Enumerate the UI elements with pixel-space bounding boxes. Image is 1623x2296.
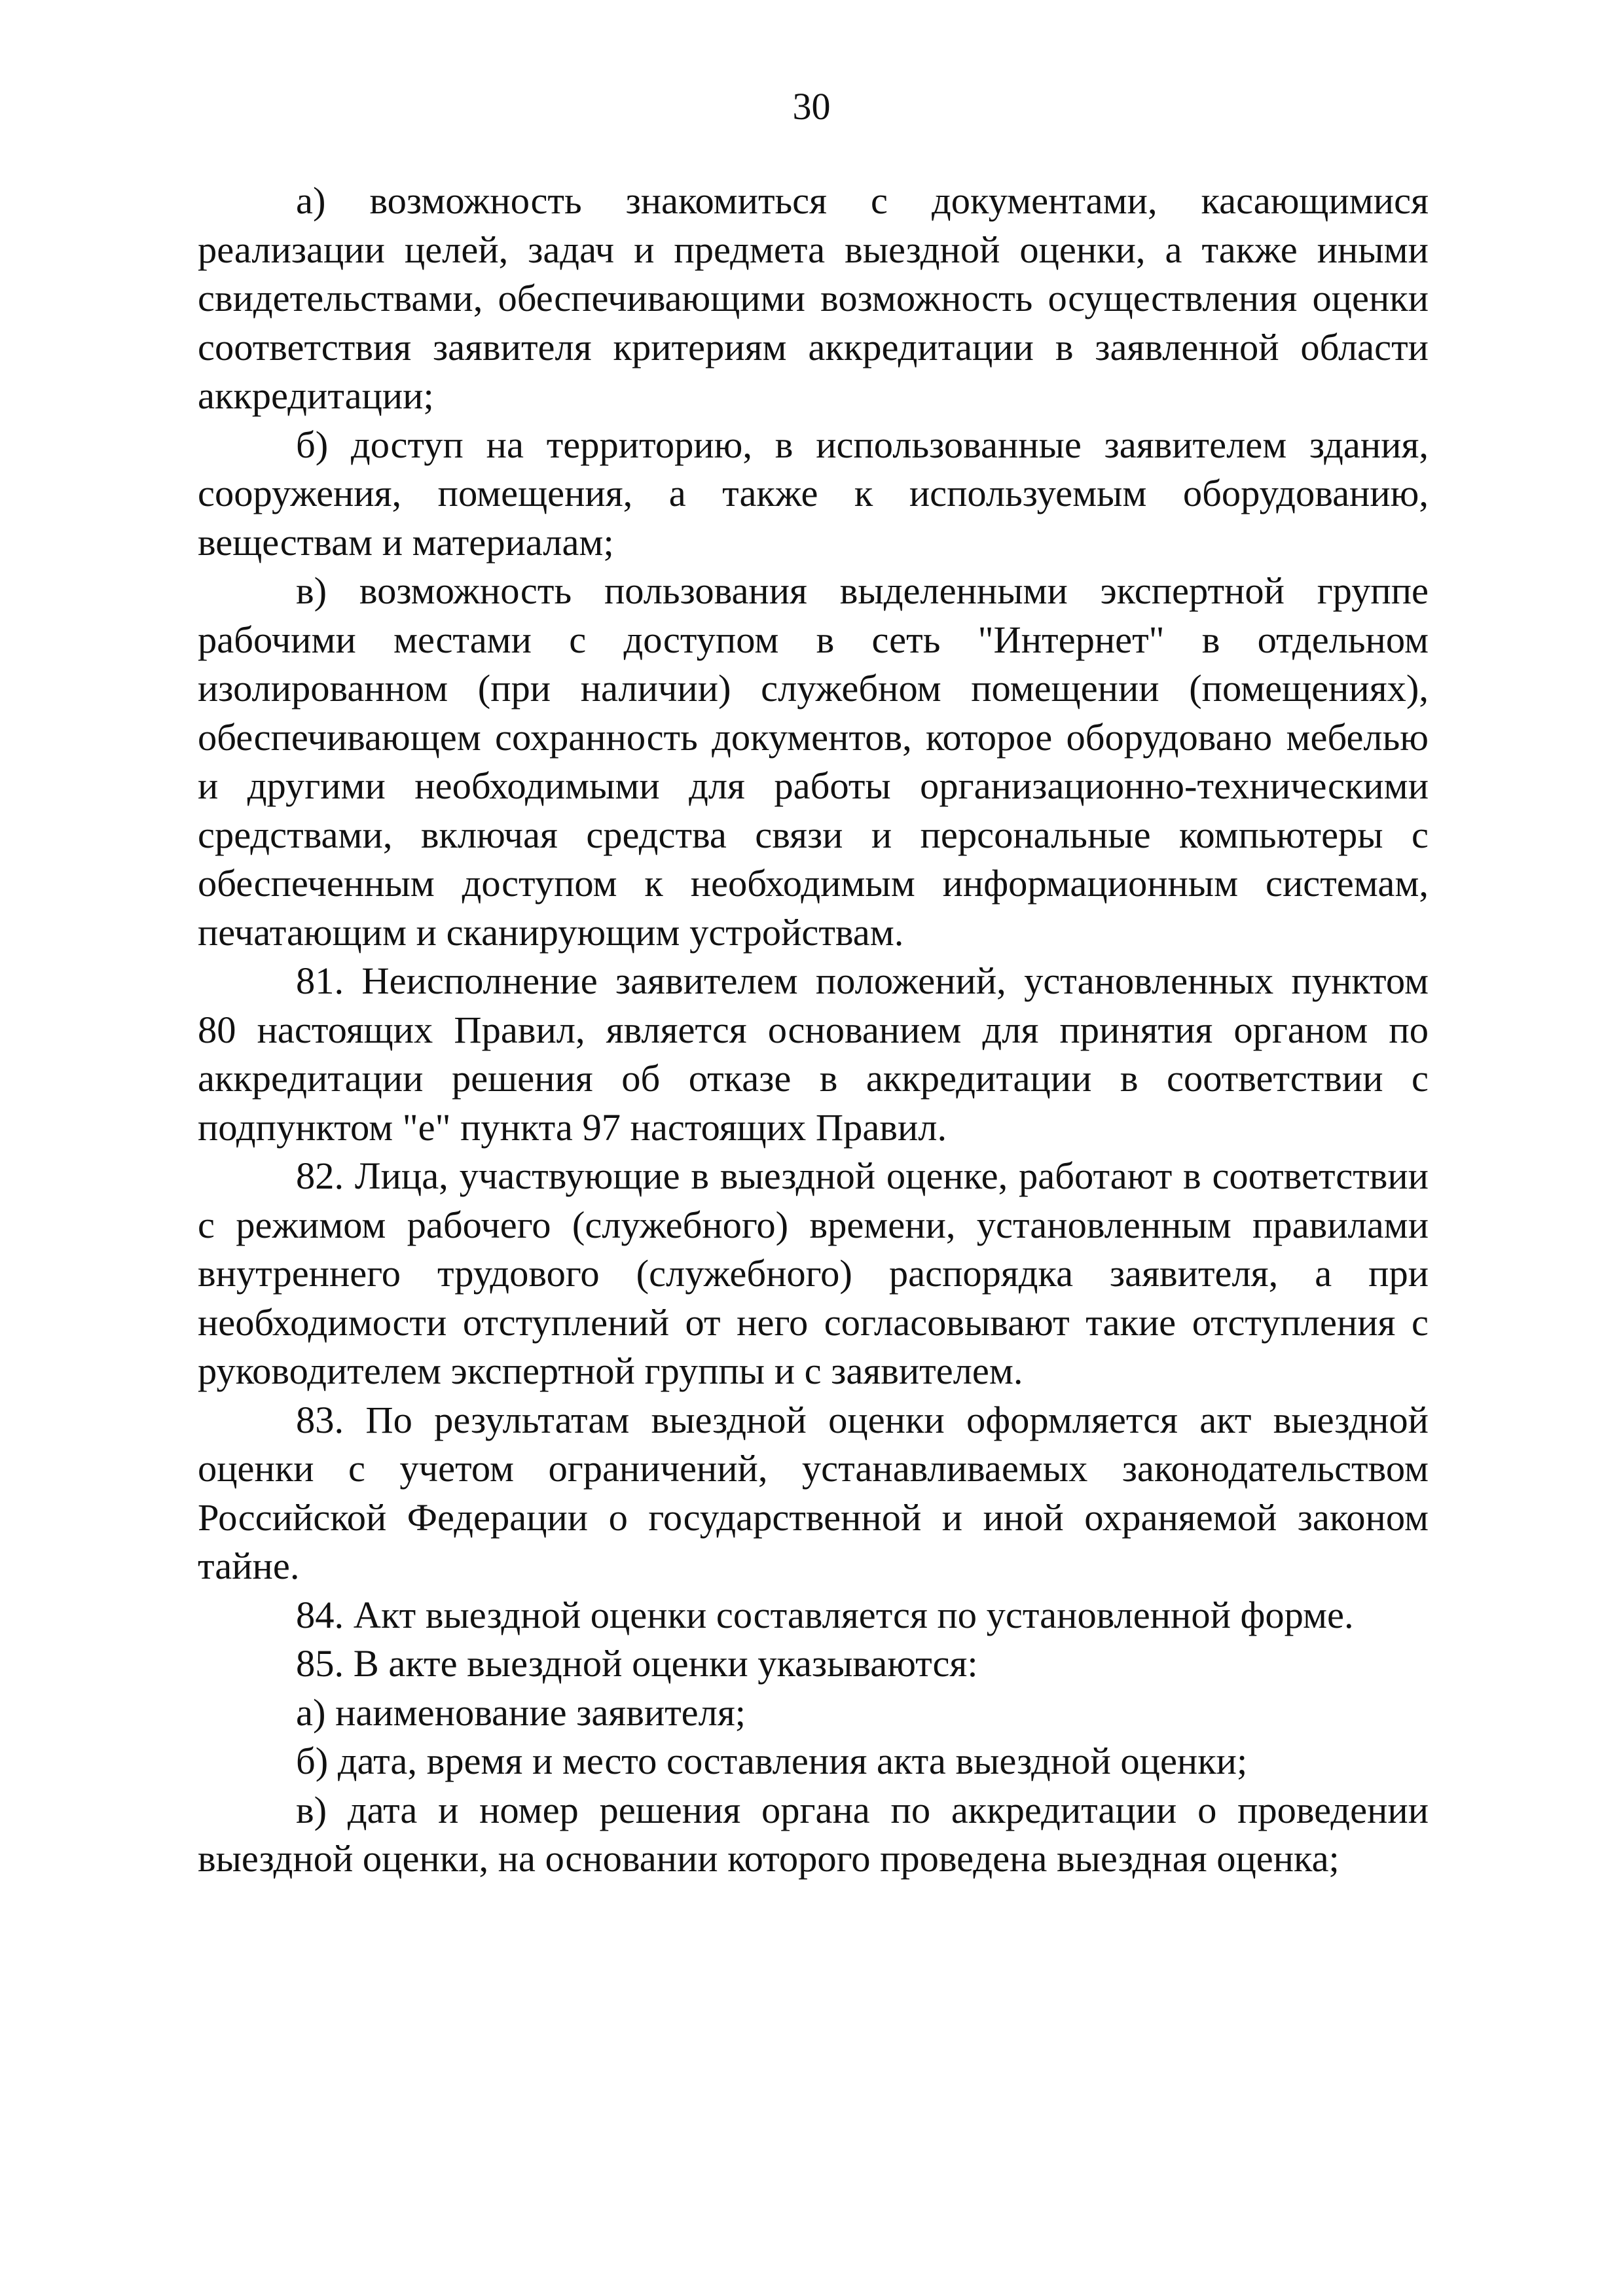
paragraph-a-access-documents: а) возможность знакомиться с документами, касающимися реализации целей, задач и предмета выездной оценки, а также иными свидетельствами, обеспечивающими возможность осуществления оценки соответствия заявителя критериям аккредитации в заявленной области аккредитации;: [198, 179, 1429, 417]
paragraph-84: 84. Акт выездной оценки составляется по установленной форме.: [296, 1593, 1354, 1636]
paragraph-85: 85. В акте выездной оценки указываются:: [296, 1642, 978, 1685]
paragraph-83: 83. По результатам выездной оценки оформляется акт выездной оценки с учетом ограничений, устанавливаемых законодательством Российской Федерации о государственной и иной охраняемой законом тайне.: [198, 1398, 1429, 1587]
paragraph-85-a: а) наименование заявителя;: [296, 1691, 746, 1734]
document-body: [198, 177, 1429, 1884]
page-number: 30: [792, 85, 831, 128]
paragraph-85-v: в) дата и номер решения органа по аккредитации о проведении выездной оценки, на основании которого проведена выездная оценка;: [198, 1788, 1429, 1880]
paragraph-b-territory-access: б) доступ на территорию, в использованные заявителем здания, сооружения, помещения, а также к используемым оборудованию, веществам и материалам;: [198, 423, 1429, 564]
paragraph-81: 81. Неисполнение заявителем положений, установленных пунктом 80 настоящих Правил, является основанием для принятия органом по аккредитации решения об отказе в аккредитации в соответствии с подпунктом "е" пункта 97 настоящих Правил.: [198, 960, 1429, 1149]
paragraph-82: 82. Лица, участвующие в выездной оценке, работают в соответствии с режимом рабочего (служебного) времени, установленным правилами внутреннего трудового (служебного) распорядка заявителя, а при необходимости отступлений от него согласовывают такие отступления с руководителем экспертной группы и с заявителем.: [198, 1155, 1429, 1392]
paragraph-85-b: б) дата, время и место составления акта выездной оценки;: [296, 1740, 1248, 1782]
paragraph-v-workplaces: в) возможность пользования выделенными экспертной группе рабочими местами с доступом в сеть "Интернет" в отдельном изолированном (при наличии) служебном помещении (помещениях), обеспечивающем сохранность документов, которое оборудовано мебелью и другими необходимыми для работы организационно-техническими средствами, включая средства связи и персональные компьютеры с обеспеченным доступом к необходимым информационным системам, печатающим и сканирующим устройствам.: [198, 569, 1429, 954]
